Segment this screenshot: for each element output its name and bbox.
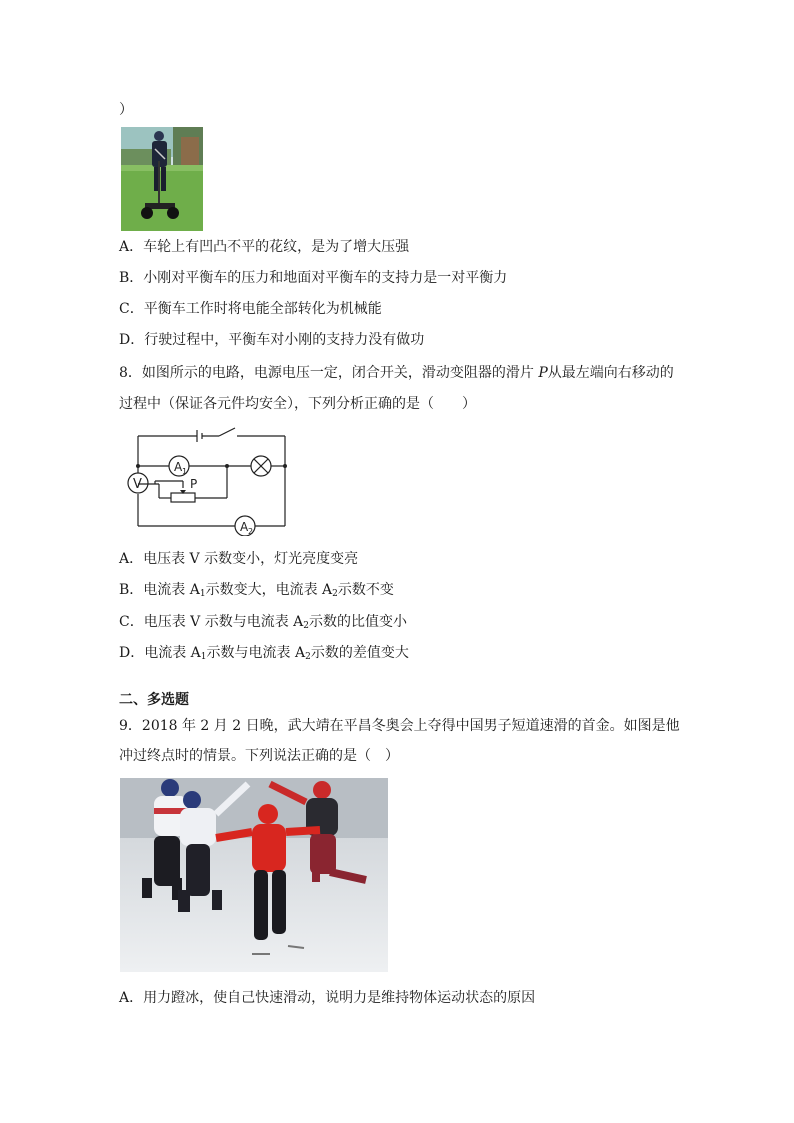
q8-stem-p: P	[538, 365, 548, 381]
circuit-diagram	[119, 426, 299, 540]
q7-paren-close: ）	[119, 102, 133, 118]
segway-photo	[121, 127, 203, 231]
q9-option-a: A．用力蹬冰，使自己快速滑动，说明力是维持物体运动状态的原因	[119, 990, 536, 1006]
circuit-voltmeter-label: V	[133, 477, 142, 492]
q8-option-d-sub1: 1	[200, 652, 207, 662]
q8-option-d-part3: 示数的差值变大	[310, 645, 409, 661]
circuit-slider-label: P	[190, 477, 198, 491]
q8-option-b-sub2: 2	[332, 589, 338, 599]
section-title-multiple-choice: 二、多选题	[119, 692, 189, 708]
q8-option-c-sub2: 2	[303, 621, 310, 631]
q8-option-b-sub1: 1	[199, 589, 206, 599]
q8-option-b	[119, 580, 394, 604]
q8-option-c-part1: C．电压表 V 示数与电流表 A	[119, 614, 304, 630]
q8-option-c-part2: 示数的比值变小	[309, 614, 408, 630]
q7-option-b: B．小刚对平衡车的压力和地面对平衡车的支持力是一对平衡力	[119, 270, 508, 286]
q8-stem-line2: 过程中（保证各元件均安全），下列分析正确的是（ ）	[119, 396, 476, 412]
q9-stem-line2: 冲过终点时的情景。下列说法正确的是（ ）	[119, 748, 399, 764]
q8-option-a: A．电压表 V 示数变小，灯光亮度变亮	[119, 551, 359, 567]
circuit-a1-sub: 1	[182, 467, 188, 476]
q8-option-d	[119, 643, 409, 667]
circuit-a1-letter: A	[174, 460, 183, 474]
q8-stem-text-a: 8．如图所示的电路，电源电压一定，闭合开关，滑动变阻器的滑片	[119, 365, 539, 381]
q9-stem-line1: 9．2018 年 2 月 2 日晚，武大靖在平昌冬奥会上夺得中国男子短道速滑的首金。如图是他	[119, 718, 680, 734]
q8-option-b-part3: 示数不变	[337, 582, 394, 598]
q8-option-b-part1: B．电流表 A	[119, 582, 200, 598]
q8-stem-text-b: 从最左端向右移动的	[547, 365, 674, 381]
q8-stem-line1	[119, 363, 674, 383]
circuit-a2-letter: A	[240, 520, 249, 534]
q8-option-d-part1: D．电流表 A	[119, 645, 201, 661]
q8-option-d-sub2: 2	[305, 652, 311, 662]
speed-skating-photo	[120, 778, 388, 972]
q8-option-c	[119, 612, 407, 636]
q7-option-a: A．车轮上有凹凸不平的花纹，是为了增大压强	[119, 239, 410, 255]
q8-option-d-part2: 示数与电流表 A	[206, 645, 306, 661]
q7-option-c: C．平衡车工作时将电能全部转化为机械能	[119, 301, 382, 317]
circuit-a2-sub: 2	[248, 527, 254, 536]
q7-option-d: D．行驶过程中，平衡车对小刚的支持力没有做功	[119, 332, 425, 348]
q8-option-b-part2: 示数变大，电流表 A	[205, 582, 333, 598]
